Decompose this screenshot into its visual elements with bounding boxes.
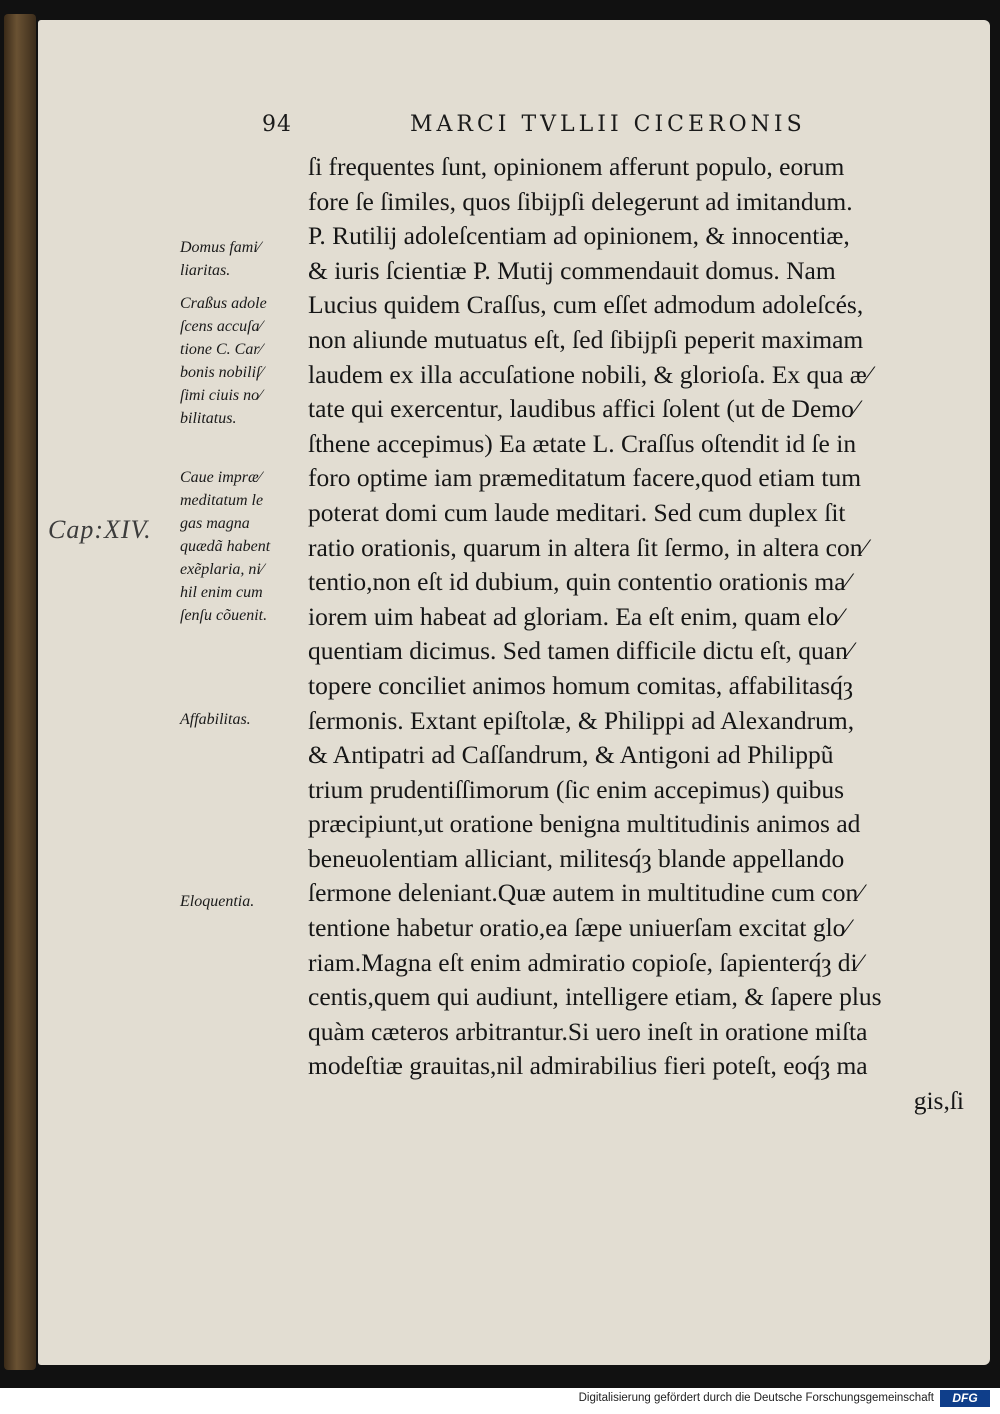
text-line: quentiam dicimus. Sed tamen difficile dictu eſt, quan⁄ (308, 636, 853, 666)
margin-note-affabilitas: Affabilitas. (180, 711, 251, 728)
chapter-mark-handwritten: Cap:XIV. (48, 515, 152, 544)
text-line: poterat domi cum laude meditari. Sed cum duplex ſit (308, 497, 846, 527)
text-line: fore ſe ſimiles, quos ſibijpſi delegerunt ad imitandum. (308, 186, 853, 216)
text-line: tentio,non eſt id dubium, quin contentio orationis ma⁄ (308, 567, 850, 597)
note-line: quædã habent (180, 538, 271, 555)
dfg-logo-icon: DFG (940, 1390, 990, 1407)
text-line: trium prudentiſſimorum (ſic enim accepimus) quibus (308, 774, 845, 804)
text-line: gis,ſi (913, 1086, 964, 1116)
footer-credit: Digitalisierung gefördert durch die Deutsche Forschungsgemeinschaft (578, 1392, 934, 1404)
text-line: Lucius quidem Craſſus, cum eſſet admodum adoleſcés, (308, 290, 864, 320)
text-line: & Antipatri ad Caſſandrum, & Antigoni ad Philippũ (308, 740, 834, 770)
text-line: foro optime iam præmeditatum facere,quod etiam tum (308, 463, 862, 493)
margin-note-eloquentia: Eloquentia. (180, 893, 255, 910)
note-line: bonis nobiliſ⁄ (180, 364, 264, 381)
text-line: laudem ex illa accuſatione nobili, & glorioſa. Ex qua æ⁄ (308, 359, 871, 389)
text-line: ſthene accepimus) Ea ætate L. Craſſus oſtendit id ſe in (308, 428, 857, 458)
text-line: modeſtiæ grauitas,nil admirabilius fieri poteſt, eoq́ȝ ma (308, 1051, 868, 1081)
book-spine (4, 14, 36, 1370)
text-line: riam.Magna eſt enim admiratio copioſe, ſapienterq́ȝ di⁄ (308, 947, 862, 977)
running-head: MARCI TVLLII CICERONIS (410, 112, 806, 137)
note-line: liaritas. (180, 262, 231, 279)
note-line: Caue impræ⁄ (180, 469, 262, 486)
text-line: ratio orationis, quarum in altera ſit ſermo, in altera con⁄ (308, 532, 867, 562)
text-line: præcipiunt,ut oratione benigna multitudinis animos ad (308, 809, 861, 839)
note-line: tione C. Car⁄ (180, 341, 263, 358)
note-line: ſimi ciuis no⁄ (180, 387, 262, 404)
text-line: topere conciliet animos homum comitas, affabilitasq́ȝ (308, 670, 853, 700)
text-line: beneuolentiam alliciant, militesq́ȝ blande appellando (308, 843, 845, 873)
page-number: 94 (262, 112, 292, 137)
note-line: exẽplaria, ni⁄ (180, 561, 264, 578)
text-line: non aliunde mutuatus eſt, ſed ſibijpſi peperit maximam (308, 324, 864, 354)
text-line: iorem uim habeat ad gloriam. Ea eſt enim, quam elo⁄ (308, 601, 843, 631)
margin-note-crassus (180, 292, 267, 430)
margin-note-caue (180, 466, 270, 627)
margin-note-domus (180, 236, 260, 282)
note-line: meditatum le (180, 492, 264, 509)
body-text (308, 150, 964, 1119)
text-line: P. Rutilij adoleſcentiam ad opinionem, & innocentiæ, (308, 221, 850, 251)
text-line: tate qui exercentur, laudibus affici ſolent (ut de Demo⁄ (308, 394, 859, 424)
note-line: bilitatus. (180, 410, 237, 427)
text-line: & iuris ſcientiæ P. Mutij commendauit domus. Nam (308, 255, 836, 285)
text-line: ſermonis. Extant epiſtolæ, & Philippi ad Alexandrum, (308, 705, 855, 735)
text-line: ſi frequentes ſunt, opinionem afferunt populo, eorum (308, 152, 845, 181)
note-line: gas magna (180, 515, 250, 532)
note-line: Domus fami⁄ (180, 239, 261, 256)
text-line: ſermone deleniant.Quæ autem in multitudine cum con⁄ (308, 878, 863, 908)
text-line: tentione habetur oratio,ea ſæpe uniuerſam excitat glo⁄ (308, 913, 850, 943)
page-header (262, 112, 862, 144)
text-line: centis,quem qui audiunt, intelligere etiam, & ſapere plus (308, 982, 882, 1012)
note-line: ſcens accuſa⁄ (180, 318, 263, 335)
note-line: hil enim cum (180, 584, 263, 601)
text-line: quàm cæteros arbitrantur.Si uero ineſt in oratione miſta (308, 1016, 868, 1046)
note-line: Craßus adole (180, 295, 267, 312)
note-line: ſenſu cõuenit. (180, 607, 268, 624)
